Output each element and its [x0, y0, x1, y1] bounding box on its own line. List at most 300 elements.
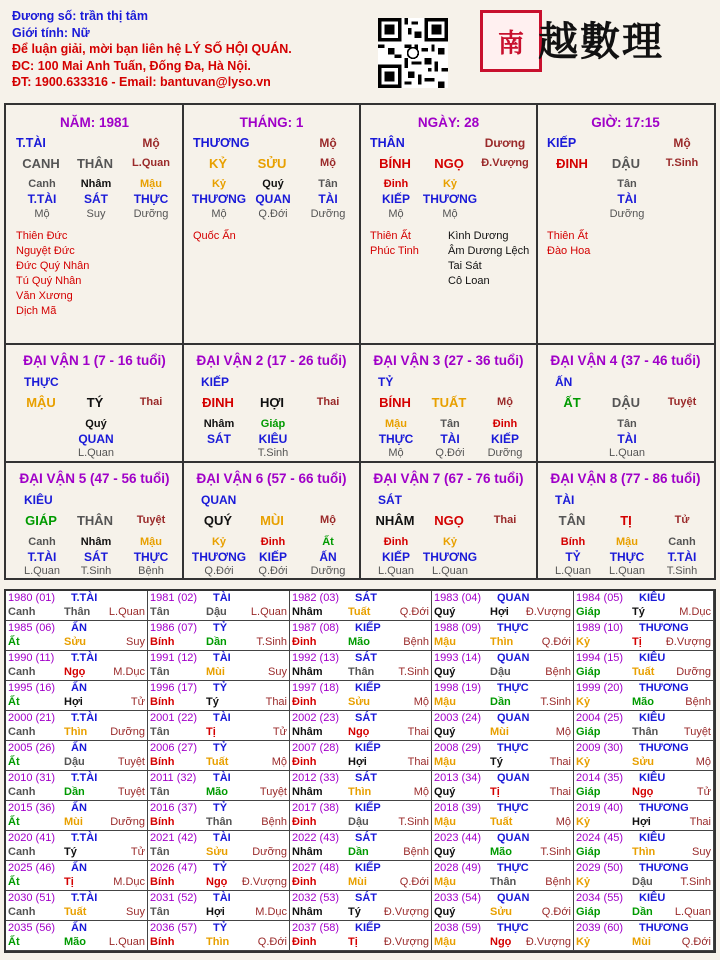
pillar-stage: Mộ [673, 136, 691, 150]
year-stem: Bính [150, 936, 175, 948]
year-stem: Nhâm [292, 846, 323, 858]
year-stem: Canh [8, 666, 36, 678]
year-branch: Dần [490, 696, 511, 708]
year-cell [6, 651, 148, 681]
year-star: TÀI [213, 712, 231, 724]
year-stem: Kỷ [576, 696, 591, 708]
year-stem: Giáp [576, 666, 601, 678]
spirit-star: Dịch Mã [16, 305, 57, 317]
year-stage: Thai [689, 816, 711, 828]
year-stem: Tân [150, 786, 170, 798]
year-star: ẤN [71, 682, 87, 694]
spirit-star: Tú Quý Nhân [16, 275, 82, 287]
year-branch: Hợi [490, 606, 509, 618]
dai-van-star: KIÊU [24, 493, 53, 507]
year-cell [290, 891, 432, 921]
year-stage: T.Sinh [540, 846, 571, 858]
hidden-stage: Q.Đới [435, 447, 465, 459]
year-stem: Mậu [434, 636, 456, 648]
year-stem: Giáp [576, 606, 601, 618]
year-branch: Mùi [206, 666, 225, 678]
growth-stage: Tử [674, 514, 690, 526]
year-branch: Mùi [348, 876, 367, 888]
year-branch: Tị [206, 726, 216, 738]
year-cell [290, 621, 432, 651]
year-star: SÁT [355, 712, 377, 724]
hidden-stem: Nhâm [80, 536, 112, 548]
hidden-stem: Mậu [385, 418, 407, 430]
hidden-star: THỰC [133, 550, 169, 564]
year-stage: Tử [130, 846, 145, 858]
year-stage: Tuyệt [683, 726, 711, 738]
year-branch: Thân [632, 726, 659, 738]
year-star: QUAN [497, 712, 530, 724]
year-stage: Q.Đới [399, 606, 429, 618]
spirit-star: Âm Dương Lệch [448, 245, 530, 257]
year-stage: Mộ [413, 786, 429, 798]
year-label: 2027 (48) [292, 862, 340, 874]
year-star: KIÊU [639, 832, 666, 844]
year-star: TỶ [213, 862, 228, 874]
year-stem: Kỷ [576, 936, 591, 948]
growth-stage: Mộ [497, 396, 513, 408]
year-label: 2036 (57) [150, 922, 198, 934]
hidden-stem: Tân [617, 418, 637, 430]
year-label: 2008 (29) [434, 742, 482, 754]
year-stage: M.Dục [113, 666, 145, 678]
year-branch: Ngọ [206, 876, 228, 888]
pillar-star: THƯƠNG [193, 136, 250, 150]
hidden-stage: Dưỡng [133, 208, 169, 220]
earthly-branch: THÂN [76, 156, 114, 171]
year-star: KIẾP [355, 922, 381, 934]
year-stage: Bệnh [545, 666, 571, 678]
dai-van-4 [537, 345, 714, 461]
year-label: 1991 (12) [150, 652, 198, 664]
earthly-branch: NGỌ [434, 156, 464, 171]
year-cell [432, 861, 574, 891]
year-star: T.TÀI [71, 832, 98, 844]
year-branch: Dậu [348, 816, 369, 828]
pillar-title: NĂM: 1981 [59, 115, 130, 130]
hidden-stem: Tân [617, 178, 637, 190]
year-label: 2011 (32) [150, 772, 197, 784]
year-label: 2001 (22) [150, 712, 198, 724]
hidden-star: THỰC [378, 432, 414, 446]
year-label: 2007 (28) [292, 742, 340, 754]
year-stem: Đinh [292, 876, 317, 888]
year-branch: Hợi [64, 696, 83, 708]
year-cell [290, 831, 432, 861]
dai-van-star: KIẾP [201, 375, 230, 389]
year-label: 2035 (56) [8, 922, 56, 934]
year-cell [148, 681, 290, 711]
year-stem: Giáp [576, 726, 601, 738]
year-stem: Giáp [576, 846, 601, 858]
dai-van-title: ĐẠI VẬN 3 (27 - 36 tuổi) [373, 353, 524, 368]
year-branch: Ngọ [348, 726, 370, 738]
year-cell [432, 621, 574, 651]
hidden-stage: Dưỡng [310, 565, 346, 577]
year-label: 2017 (38) [292, 802, 340, 814]
pillar-growth-stage: Đ.Vượng [481, 157, 529, 169]
year-branch: Tuất [64, 906, 87, 918]
hidden-stage: L.Quan [608, 447, 646, 459]
year-stage: T.Sinh [398, 816, 429, 828]
hidden-star: KIẾP [381, 192, 410, 206]
year-star: THƯƠNG [639, 742, 689, 754]
hidden-stage: Suy [86, 208, 106, 220]
year-cell [574, 711, 714, 741]
year-branch: Tý [206, 696, 219, 708]
year-cell [574, 831, 714, 861]
seal-logo: 南 [480, 10, 542, 72]
year-stage: Mộ [695, 756, 711, 768]
hidden-stage: Mộ [211, 208, 227, 220]
contact-phone-email: ĐT: 1900.633316 - Email: bantuvan@lyso.vn [12, 75, 271, 89]
hidden-stage: Bệnh [138, 565, 164, 577]
year-star: THƯƠNG [639, 862, 689, 874]
year-stem: Tân [150, 666, 170, 678]
year-cell [148, 801, 290, 831]
year-stem: Tân [150, 606, 170, 618]
year-label: 2032 (53) [292, 892, 340, 904]
hidden-stage: Dưỡng [310, 208, 346, 220]
year-stem: Nhâm [292, 726, 323, 738]
year-cell [6, 771, 148, 801]
year-stem: Kỷ [576, 876, 591, 888]
year-stage: Q.Đới [541, 636, 571, 648]
spirit-star: Kình Dương [448, 230, 509, 242]
year-label: 1986 (07) [150, 622, 198, 634]
year-stage: Tử [696, 786, 711, 798]
year-stage: Thai [265, 696, 287, 708]
year-label: 1988 (09) [434, 622, 482, 634]
dai-van-1 [6, 345, 183, 461]
year-branch: Thìn [490, 636, 514, 648]
year-stage: Thai [549, 786, 571, 798]
year-stem: Bính [150, 756, 175, 768]
year-cell [432, 681, 574, 711]
hidden-stage: T.Sinh [80, 565, 112, 577]
year-stem: Canh [8, 906, 36, 918]
hidden-stage: Mộ [442, 208, 458, 220]
year-star: TÀI [213, 592, 231, 604]
year-stem: Mậu [434, 696, 456, 708]
year-branch: Tý [348, 906, 361, 918]
hidden-stem: Nhâm [203, 418, 235, 430]
earthly-branch: MÙI [260, 513, 284, 528]
dai-van-6 [183, 463, 360, 579]
year-star: THƯƠNG [639, 802, 689, 814]
year-cell [574, 591, 714, 621]
dai-van-title: ĐẠI VẬN 5 (47 - 56 tuổi) [19, 471, 170, 486]
year-stem: Canh [8, 846, 36, 858]
year-cell [148, 891, 290, 921]
year-star: SÁT [355, 652, 377, 664]
year-star: KIÊU [639, 592, 666, 604]
year-branch: Ngọ [64, 666, 86, 678]
year-cell [148, 771, 290, 801]
year-branch: Tị [632, 636, 642, 648]
hidden-stem: Bính [560, 536, 586, 548]
year-stem: Nhâm [292, 906, 323, 918]
year-cell [574, 891, 714, 921]
year-star: T.TÀI [71, 652, 98, 664]
year-stem: Đinh [292, 696, 317, 708]
year-cell [6, 891, 148, 921]
hidden-stem: Đinh [492, 418, 518, 430]
year-cell [574, 651, 714, 681]
year-stem: Nhâm [292, 786, 323, 798]
contact-address: ĐC: 100 Mai Anh Tuấn, Đống Đa, Hà Nội. [12, 58, 251, 73]
year-stage: Tử [130, 696, 145, 708]
hidden-stage: Q.Đới [204, 565, 234, 577]
year-stem: Mậu [434, 936, 456, 948]
year-star: QUAN [497, 832, 530, 844]
year-label: 2031 (52) [150, 892, 198, 904]
hidden-star: SÁT [84, 192, 108, 206]
heavenly-stem: ĐINH [556, 156, 588, 171]
year-cell [148, 861, 290, 891]
year-stem: Quý [434, 846, 456, 858]
hidden-stem: Nhâm [80, 178, 112, 190]
hidden-star: TỶ [565, 550, 581, 564]
year-stage: Suy [126, 636, 145, 648]
year-branch: Mùi [64, 816, 83, 828]
year-stage: Đ.Vượng [665, 636, 711, 648]
pillar-1 [6, 105, 183, 343]
hidden-star: THỰC [133, 192, 169, 206]
hidden-star: THƯƠNG [422, 192, 478, 206]
year-branch: Thìn [632, 846, 656, 858]
dai-van-3 [360, 345, 537, 461]
hidden-stem: Mậu [140, 536, 162, 548]
earthly-branch: DẬU [611, 156, 641, 171]
year-branch: Dậu [64, 756, 85, 768]
spirit-star: Quốc Ấn [193, 230, 236, 242]
year-stem: Quý [434, 606, 456, 618]
year-stem: Quý [434, 786, 456, 798]
year-branch: Hợi [348, 756, 367, 768]
growth-stage: Tuyệt [136, 514, 166, 526]
year-stage: Bệnh [685, 696, 711, 708]
year-branch: Mão [490, 846, 512, 858]
heavenly-stem: KỶ [208, 156, 228, 171]
hidden-stage: L.Quan [431, 565, 469, 577]
year-stage: Tuyệt [259, 786, 287, 798]
year-stage: Dưỡng [676, 666, 711, 678]
year-stage: Đ.Vượng [525, 936, 571, 948]
year-stem: Ất [8, 936, 20, 948]
year-branch: Mão [348, 636, 370, 648]
heavenly-stem: ĐINH [202, 395, 234, 410]
hidden-star: ẤN [319, 550, 337, 564]
year-star: ẤN [71, 802, 87, 814]
year-label: 2037 (58) [292, 922, 340, 934]
year-branch: Tý [64, 846, 77, 858]
year-stem: Ất [8, 756, 20, 768]
year-cell [574, 621, 714, 651]
year-cell [432, 891, 574, 921]
year-star: THƯƠNG [639, 622, 689, 634]
year-stage: Q.Đới [257, 936, 287, 948]
year-label: 2034 (55) [576, 892, 624, 904]
pillar-star: THÂN [370, 136, 405, 150]
hidden-stem: Canh [28, 178, 56, 190]
year-stage: Mộ [555, 816, 571, 828]
hidden-stem: Kỷ [211, 178, 227, 190]
year-stem: Tân [150, 906, 170, 918]
growth-stage: Tuyệt [667, 396, 697, 408]
year-stem: Giáp [576, 906, 601, 918]
heavenly-stem: GIÁP [25, 513, 57, 528]
hidden-star: THƯƠNG [191, 550, 247, 564]
year-stage: Tuyệt [117, 756, 145, 768]
year-stage: T.Sinh [680, 876, 711, 888]
pillar-2 [183, 105, 360, 343]
year-cell [574, 771, 714, 801]
pillar-growth-stage: L.Quan [132, 157, 170, 169]
year-label: 2002 (23) [292, 712, 340, 724]
year-branch: Tuất [348, 606, 371, 618]
year-stem: Bính [150, 636, 175, 648]
dai-van-star: TỶ [378, 375, 394, 389]
year-branch: Sửu [64, 636, 87, 648]
year-branch: Thân [490, 876, 517, 888]
year-cell [6, 711, 148, 741]
year-cell [574, 921, 714, 951]
year-branch: Tị [490, 786, 500, 798]
year-star: TỶ [213, 682, 228, 694]
year-cell [290, 651, 432, 681]
year-star: TỶ [213, 742, 228, 754]
year-label: 2005 (26) [8, 742, 56, 754]
year-star: TÀI [213, 892, 231, 904]
year-stem: Quý [434, 666, 456, 678]
year-label: 1992 (13) [292, 652, 340, 664]
year-stage: Bệnh [261, 816, 287, 828]
year-star: QUAN [497, 592, 530, 604]
year-cell [432, 711, 574, 741]
hidden-star: THƯƠNG [191, 192, 247, 206]
year-label: 2021 (42) [150, 832, 198, 844]
heavenly-stem: BÍNH [379, 156, 411, 171]
year-star: THỰC [497, 742, 529, 754]
year-star: SÁT [355, 892, 377, 904]
year-star: TỶ [213, 622, 228, 634]
year-cell [6, 801, 148, 831]
spirit-star: Thiên Ất [547, 230, 588, 242]
year-stem: Quý [434, 726, 456, 738]
year-star: QUAN [497, 772, 530, 784]
dai-van-title: ĐẠI VẬN 6 (57 - 66 tuổi) [196, 471, 347, 486]
year-branch: Thân [64, 606, 91, 618]
year-branch: Tị [348, 936, 358, 948]
year-label: 2010 (31) [8, 772, 56, 784]
spirit-star: Nguyệt Đức [16, 245, 75, 257]
dai-van-star: QUAN [201, 493, 237, 507]
heavenly-stem: QUÝ [203, 513, 233, 528]
year-label: 2023 (44) [434, 832, 482, 844]
year-branch: Tý [490, 756, 503, 768]
hidden-star: KIẾP [381, 550, 410, 564]
year-stem: Kỷ [576, 756, 591, 768]
year-label: 2006 (27) [150, 742, 198, 754]
year-cell [148, 711, 290, 741]
year-cell [290, 711, 432, 741]
year-stage: Dưỡng [252, 846, 287, 858]
earthly-branch: THÂN [76, 513, 114, 528]
year-label: 2028 (49) [434, 862, 482, 874]
year-stem: Tân [150, 726, 170, 738]
hidden-star: SÁT [84, 550, 108, 564]
year-stage: Thai [549, 756, 571, 768]
year-cell [148, 831, 290, 861]
heavenly-stem: TÂN [558, 513, 586, 528]
year-cell [148, 621, 290, 651]
year-star: KIẾP [355, 622, 381, 634]
year-branch: Dần [348, 846, 369, 858]
year-branch: Tuất [490, 816, 513, 828]
year-stage: T.Sinh [540, 696, 571, 708]
pillar-4 [537, 105, 714, 343]
year-stage: Q.Đới [541, 906, 571, 918]
hidden-stage: L.Quan [377, 565, 415, 577]
year-stem: Đinh [292, 636, 317, 648]
hidden-stage: Mộ [388, 447, 404, 459]
year-cell [148, 921, 290, 951]
year-stem: Kỷ [576, 636, 591, 648]
year-stage: Đ.Vượng [525, 606, 571, 618]
dai-van-star: TÀI [555, 493, 575, 507]
dai-van-title: ĐẠI VẬN 4 (37 - 46 tuổi) [550, 353, 701, 368]
year-cell [148, 651, 290, 681]
year-stem: Mậu [434, 816, 456, 828]
dai-van-star: SÁT [378, 493, 402, 507]
year-star: QUAN [497, 652, 530, 664]
year-stage: Mộ [271, 756, 287, 768]
spirit-star: Đức Quý Nhân [16, 260, 90, 272]
pillar-stage: Dương [484, 136, 526, 150]
year-star: KIÊU [639, 712, 666, 724]
hidden-stem: Đinh [383, 178, 409, 190]
contact-line-1: Để luận giải, mời bạn liên hệ LÝ SỐ HỘI QUÁN. [12, 42, 292, 56]
year-stage: Bệnh [403, 636, 429, 648]
year-label: 2033 (54) [434, 892, 482, 904]
hidden-stage: L.Quan [608, 565, 646, 577]
year-branch: Hợi [206, 906, 225, 918]
earthly-branch: SỬU [257, 156, 287, 171]
year-label: 1989 (10) [576, 622, 624, 634]
year-label: 1999 (20) [576, 682, 624, 694]
year-branch: Hợi [632, 816, 651, 828]
year-cell [6, 621, 148, 651]
hidden-stem: Quý [262, 178, 284, 190]
pillar-star: T.TÀI [16, 136, 46, 150]
year-stage: Dưỡng [110, 816, 145, 828]
hidden-star: T.TÀI [27, 192, 57, 206]
year-label: 2013 (34) [434, 772, 482, 784]
year-star: TỶ [213, 922, 228, 934]
year-stem: Ất [8, 816, 20, 828]
year-cell [6, 591, 148, 621]
year-stage: Bệnh [403, 846, 429, 858]
year-stage: Thai [407, 756, 429, 768]
year-cell [290, 771, 432, 801]
year-stage: M.Dục [113, 876, 145, 888]
year-branch: Mùi [632, 936, 651, 948]
